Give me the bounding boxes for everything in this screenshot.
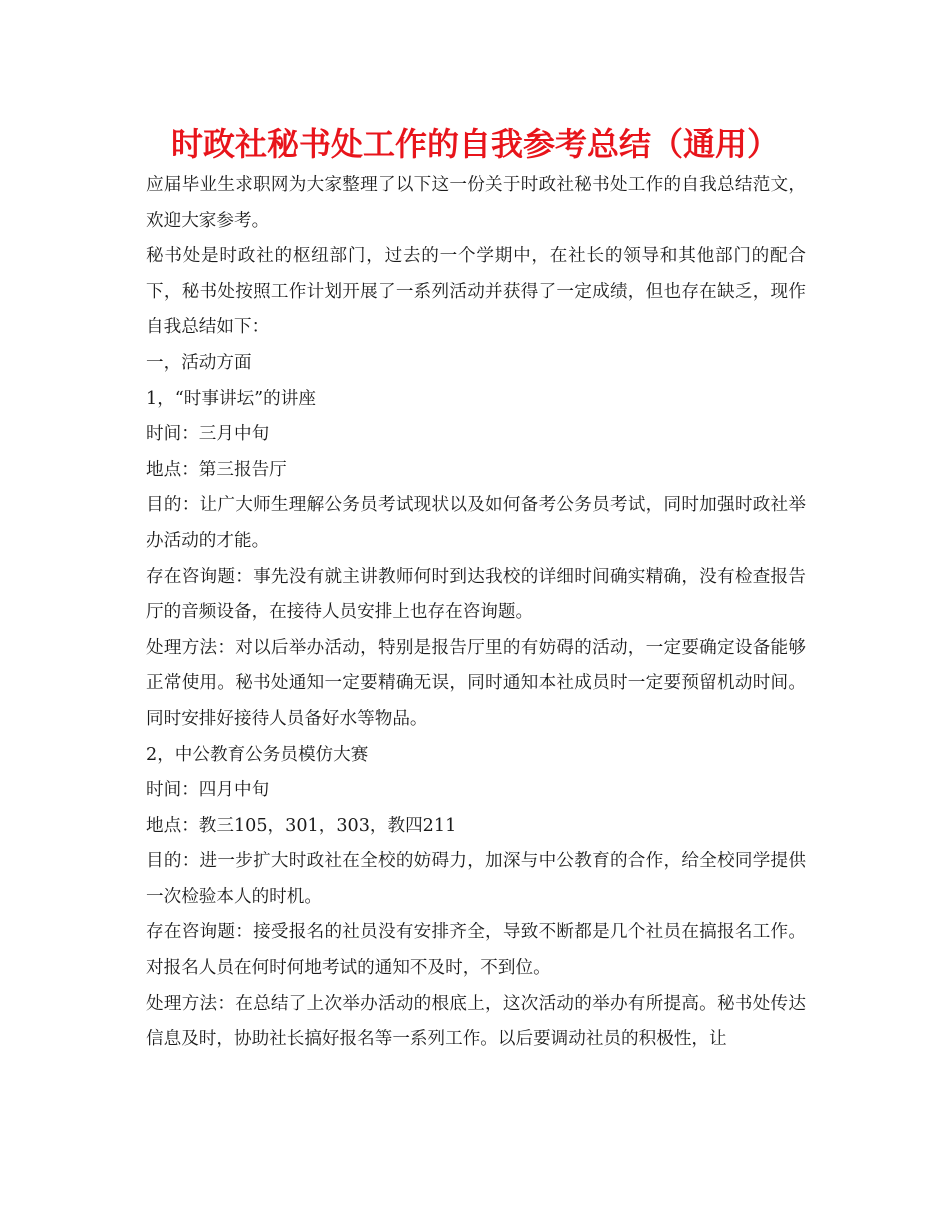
activity-2-heading: 2，中公教育公务员模仿大赛 bbox=[146, 744, 369, 765]
overview-paragraph: 秘书处是时政社的枢纽部门，过去的一个学期中，在社长的领导和其他部门的配合下，秘书处按照工作计划开展了一系列活动并获得了一定成绩，但也存在缺乏，现作自我总结如下： bbox=[146, 246, 806, 338]
document-body bbox=[146, 168, 806, 1058]
activity-2-time: 时间：四月中旬 bbox=[146, 780, 270, 801]
activity-1-time: 时间：三月中旬 bbox=[146, 424, 270, 445]
section-heading-activities: 一，活动方面 bbox=[146, 352, 252, 373]
activity-2-solution: 处理方法：在总结了上次举办活动的根底上，这次活动的举办有所提高。秘书处传达信息及时，协助社长搞好报名等一系列工作。以后要调动社员的积极性，让 bbox=[146, 993, 806, 1050]
activity-2-purpose: 目的：进一步扩大时政社在全校的妨碍力，加深与中公教育的合作，给全校同学提供一次检验本人的时机。 bbox=[146, 851, 806, 907]
activity-1-problems: 存在咨询题：事先没有就主讲教师何时到达我校的详细时间确实精确，没有检查报告厅的音频设备，在接待人员安排上也存在咨询题。 bbox=[146, 566, 806, 623]
activity-2-location: 地点：教三105，301，303，教四211 bbox=[146, 815, 457, 836]
activity-1-heading: 1，“时事讲坛”的讲座 bbox=[146, 388, 316, 409]
activity-1-location: 地点：第三报告厅 bbox=[146, 459, 287, 480]
activity-2-problems: 存在咨询题：接受报名的社员没有安排齐全，导致不断都是几个社员在搞报名工作。对报名人员在何时何地考试的通知不及时，不到位。 bbox=[146, 922, 806, 979]
activity-1-purpose: 目的：让广大师生理解公务员考试现状以及如何备考公务员考试，同时加强时政社举办活动的才能。 bbox=[146, 495, 806, 551]
intro-paragraph: 应届毕业生求职网为大家整理了以下这一份关于时政社秘书处工作的自我总结范文，欢迎大家参考。 bbox=[146, 175, 806, 231]
activity-1-solution: 处理方法：对以后举办活动，特别是报告厅里的有妨碍的活动，一定要确定设备能够正常使用。秘书处通知一定要精确无误，同时通知本社成员时一定要预留机动时间。同时安排好接待人员备好水等物品。 bbox=[146, 637, 806, 729]
document-title: 时政社秘书处工作的自我参考总结（通用） bbox=[170, 125, 779, 163]
